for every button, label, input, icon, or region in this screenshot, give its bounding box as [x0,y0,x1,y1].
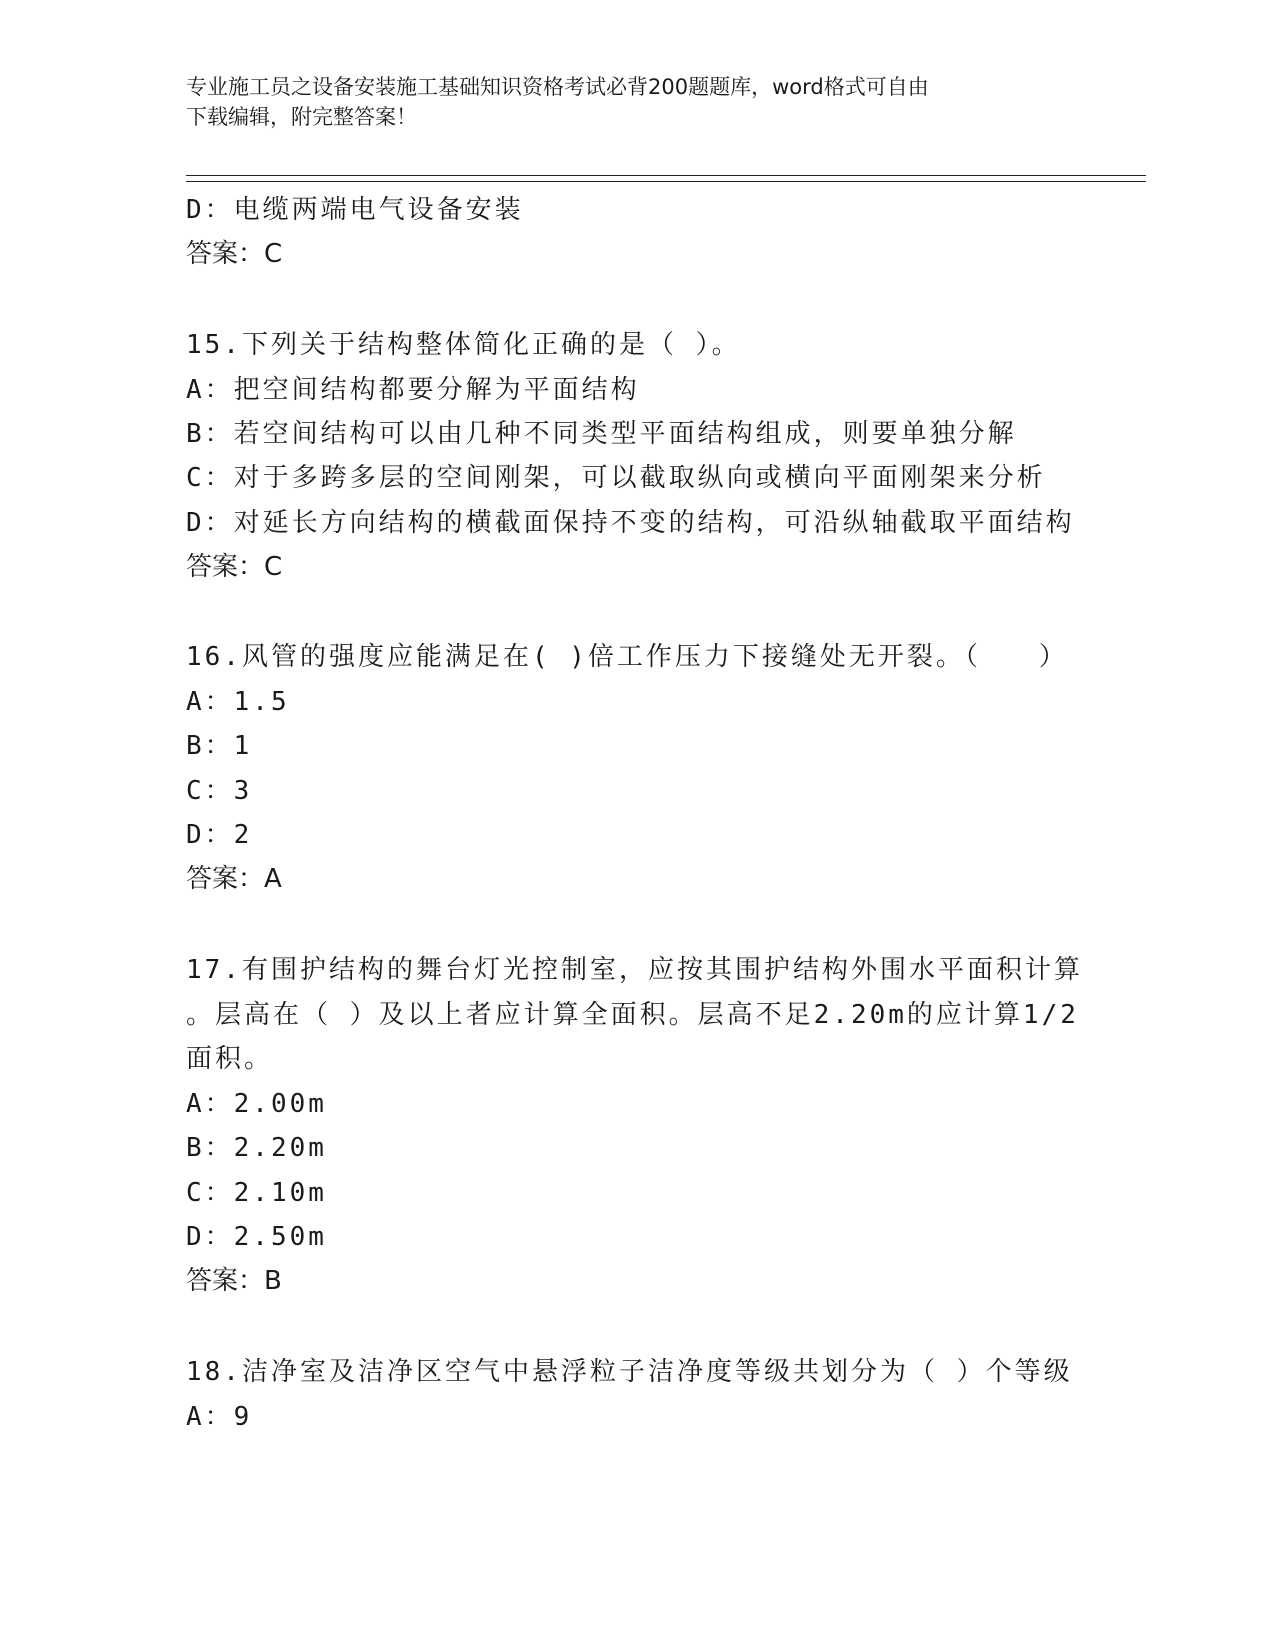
q16-option-a: A：1.5 [186,687,290,717]
q14-answer: 答案：C [186,239,283,269]
header-divider-top [186,175,1146,176]
q17-option-d: D：2.50m [186,1222,327,1252]
q16-answer: 答案：A [186,864,282,894]
q17-option-b: B：2.20m [186,1133,327,1163]
header-title-line1: 专业施工员之设备安装施工基础知识资格考试必背200题题库，word格式可自由 [186,75,929,99]
q17-stem-line1: 17.有围护结构的舞台灯光控制室，应按其围护结构外围水平面积计算 [186,955,1083,985]
header-title-line2: 下载编辑，附完整答案！ [186,105,417,129]
q17-option-a: A：2.00m [186,1089,327,1119]
q18-option-a: A：9 [186,1402,253,1432]
q17-stem-line2: 。层高在（ ）及以上者应计算全面积。层高不足2.20m的应计算1/2 [186,1000,1079,1030]
q16-stem: 16.风管的强度应能满足在( )倍工作压力下接缝处无开裂。（ ） [186,642,1068,672]
q15-stem: 15.下列关于结构整体简化正确的是（ ）。 [186,330,741,360]
q17-option-c: C：2.10m [186,1178,327,1208]
q15-option-b: B：若空间结构可以由几种不同类型平面结构组成，则要单独分解 [186,419,1017,449]
q18-stem: 18.洁净室及洁净区空气中悬浮粒子洁净度等级共划分为（ ）个等级 [186,1357,1073,1387]
q15-option-d: D：对延长方向结构的横截面保持不变的结构，可沿纵轴截取平面结构 [186,508,1075,538]
q16-option-c: C：3 [186,776,253,806]
q16-option-d: D：2 [186,820,253,850]
q15-option-c: C：对于多跨多层的空间刚架，可以截取纵向或横向平面刚架来分析 [186,463,1046,493]
q14-option-d: D：电缆两端电气设备安装 [186,195,524,225]
q17-answer: 答案：B [186,1266,282,1296]
header-divider-bottom [186,181,1146,182]
document-header [186,72,1066,132]
q15-option-a: A：把空间结构都要分解为平面结构 [186,375,640,405]
q16-option-b: B：1 [186,731,253,761]
q17-stem-line3: 面积。 [186,1044,274,1074]
q15-answer: 答案：C [186,552,283,582]
